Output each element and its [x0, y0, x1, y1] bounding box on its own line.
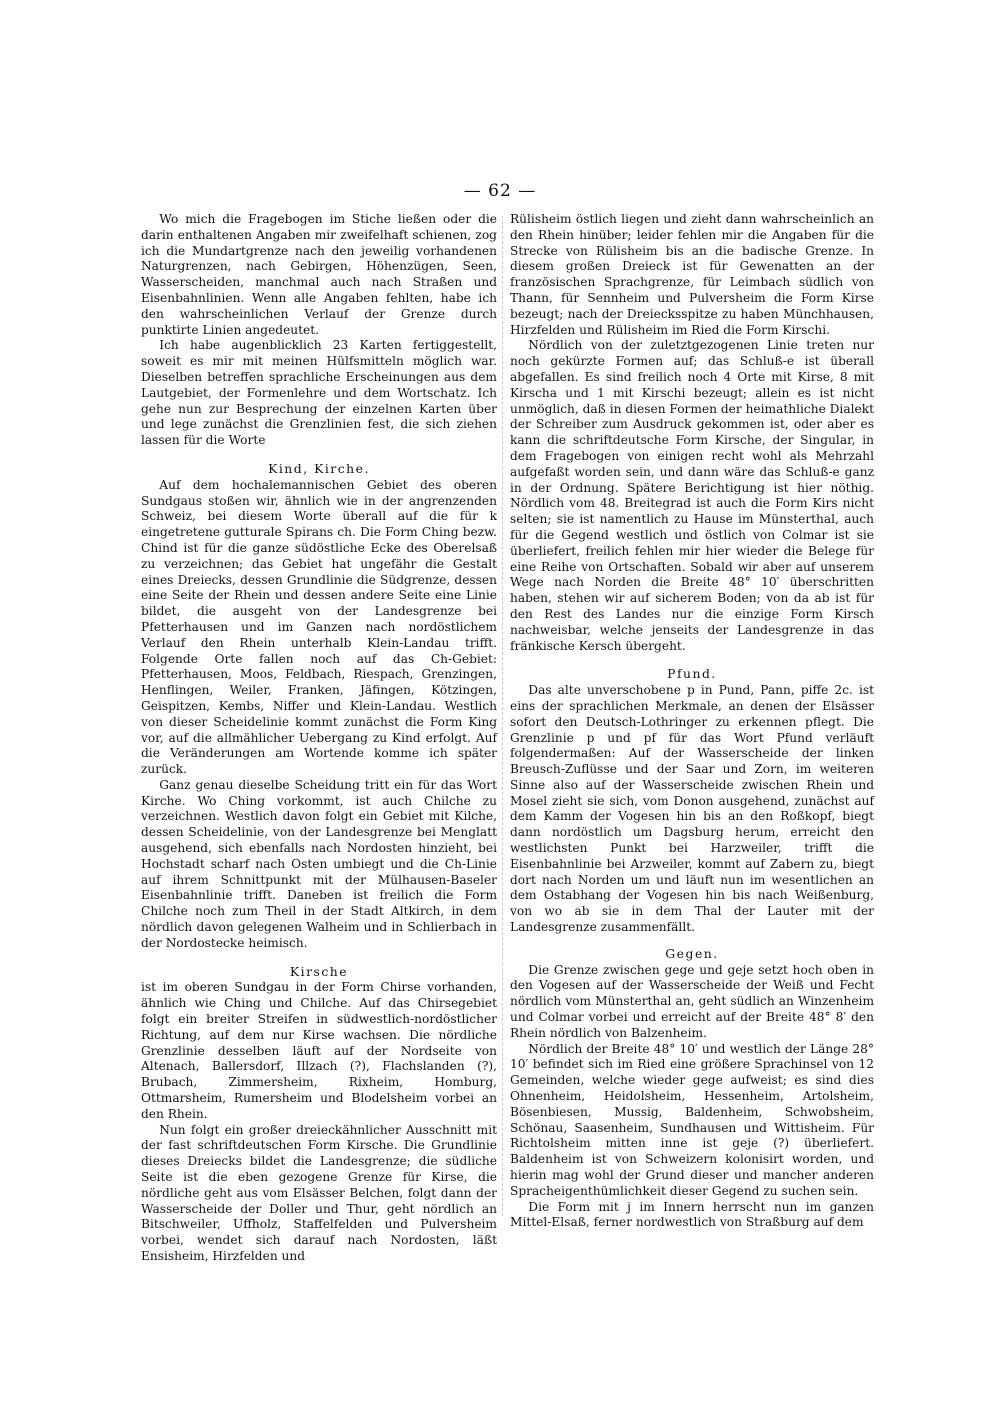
paragraph: Die Form mit j im Innern herrscht nun im ganzen Mittel-Elsaß, ferner nordwestlich von Straßburg auf dem: [510, 1199, 874, 1230]
paragraph: Die Grenze zwischen gege und geje setzt hoch oben in den Vogesen auf der Wasserscheide der Weiß und Fecht nördlich vom Münsterthal an, geht südlich an Winzenheim und Colmar vorbei und erreicht auf der Breite 48° 8′ den Rhein nördlich von Balzenheim.: [510, 962, 874, 1040]
left-column: [141, 212, 497, 1265]
paragraph: Nun folgt ein großer dreieckähnlicher Ausschnitt mit der fast schriftdeutschen Form Kirsche. Die Grundlinie dieses Dreiecks bildet die Landesgrenze; die südliche Seite ist die eben gezogene Grenze für Kirse, die nördliche geht aus vom Elsässer Belchen, folgt dann der Wasserscheide der Doller und Thur, geht nördlich an Bitschweiler, Uffholz, Staffelfelden und Pulversheim vorbei, wendet sich darauf nach Nordosten, läßt Ensisheim, Hirzfelden und: [141, 1122, 497, 1263]
page-number: — 62 —: [463, 181, 537, 201]
paragraph: Nördlich der Breite 48° 10′ und westlich der Länge 28° 10′ befindet sich im Ried eine größere Sprachinsel von 12 Gemeinden, welche wieder gege aufweist; es sind dies Ohnenheim, Heidolsheim, Hessenheim, Artolsheim, Bösenbiesen, Mussig, Baldenheim, Schwobsheim, Schönau, Saasenheim, Sundhausen und Wittisheim. Für Richtolsheim mitten inne ist geje (?) überliefert. Baldenheim ist von Schweizern kolonisirt worden, und hierin mag wohl der Grund dieser und mancher anderen Spracheigenthümlichkeit dieser Gegend zu suchen sein.: [510, 1041, 874, 1198]
paragraph: ist im oberen Sundgau in der Form Chirse vorhanden, ähnlich wie Ching und Chilche. Auf das Chirsegebiet folgt ein breiter Streifen in südwestlich-nordöstlicher Richtung, auf dem nur Kirse wachsen. Die nördliche Grenzlinie desselben läuft auf der Nordseite von Altenach, Ballersdorf, Illzach (?), Flachslanden (?), Brubach, Zimmersheim, Rixheim, Homburg, Ottmarsheim, Rumersheim und Blodelsheim vorbei an den Rhein.: [141, 980, 497, 1121]
paragraph: Das alte unverschobene p in Pund, Pann, piffe 2c. ist eins der sprachlichen Merkmale, an denen der Elsässer sofort den Deutsch-Lothringer zu erkennen pflegt. Die Grenzlinie p und pf für das Wort Pfund verläuft folgendermaßen: Auf der Wasserscheide der linken Breusch-Zuflüsse und der Saar und Zorn, im weiteren Sinne also auf der Wasserscheide zwischen Rhein und Mosel zieht sie sich, vom Donon ausgehend, zunächst auf dem Kamm der Vogesen hin bis an den Roßkopf, biegt dann nordöstlich um Dagsburg herum, erreicht den westlichsten Punkt bei Harzweiler, trifft die Eisenbahnlinie bei Arzweiler, kommt auf Zabern zu, biegt dort nach Norden um und läuft nun im wesentlichen an dem Ostabhang der Vogesen hin bis nach Weißenburg, von wo ab sie in dem Thal der Lauter mit der Landesgrenze zusammenfällt.: [510, 683, 874, 935]
paragraph: Rülisheim östlich liegen und zieht dann wahrscheinlich an den Rhein hinüber; leider fehlen mir die Angaben für die Strecke von Rülisheim bis an die badische Grenze. In diesem großen Dreieck ist für Gewenatten an der französischen Sprachgrenze, für Leimbach südlich von Thann, für Sennheim und Pulversheim die Form Kirse bezeugt; nach der Dreiecksspitze zu haben Münchhausen, Hirzfelden und Rülisheim im Ried die Form Kirschi.: [510, 212, 874, 337]
paragraph: Nördlich von der zuletztgezogenen Linie treten nur noch gekürzte Formen auf; das Schluß-e ist überall abgefallen. Es sind freilich noch 4 Orte mit Kirse, 8 mit Kirscha und 1 mit Kirschi bezeugt; allein es ist nicht unmöglich, daß in diesen Formen der heimathliche Dialekt der Schreiber zum Ausdruck gekommen ist, oder aber es kann die schriftdeutsche Form Kirsche, der Singular, in dem Fragebogen von einigen recht wohl als Mehrzahl aufgefaßt worden sein, und dann wäre das Schluß-e ganz in der Ordnung. Spätere Berichtigung ist hier nöthig. Nördlich vom 48. Breitegrad ist auch die Form Kirs nicht selten; sie ist namentlich zu Hause im Münsterthal, auch für die Gegend westlich und östlich von Colmar ist sie überliefert, freilich fehlen mir hier wieder die Belege für eine Reihe von Ortschaften. Sobald wir aber auf unserem Wege nach Norden die Breite 48° 10′ überschritten haben, stehen wir auf sicherem Boden; von da ab ist für den Rest des Landes nur die einzige Form Kirsch nachweisbar, welche jenseits der Landesgrenze in das fränkische Kersch übergeht.: [510, 338, 874, 653]
section-heading: Gegen.: [665, 945, 719, 961]
section-heading: Kirsche: [289, 963, 349, 979]
column-divider: [502, 216, 504, 1216]
paragraph: Ganz genau dieselbe Scheidung tritt ein für das Wort Kirche. Wo Ching vorkommt, ist auch Chilche zu verzeichnen. Westlich davon folgt ein Gebiet mit Kilche, dessen Scheidelinie, von der Landesgrenze bei Menglatt ausgehend, sich ebenfalls nach Nordosten hinzieht, bei Hochstadt scharf nach Osten umbiegt und die Ch-Linie auf ihrem Schnittpunkt mit der Mülhausen-Baseler Eisenbahnlinie trifft. Daneben ist freilich die Form Chilche noch zum Theil in der Stadt Altkirch, in dem nördlich davon gelegenen Walheim und in Schlierbach in der Nordostecke heimisch.: [141, 777, 497, 950]
section-heading: Kind, Kirche.: [268, 460, 370, 476]
paragraph: Auf dem hochalemannischen Gebiet des oberen Sundgaus stoßen wir, ähnlich wie in der angrenzenden Schweiz, bei diesem Worte überall auf die für k eingetretene gutturale Spirans ch. Die Form Ching bezw. Chind ist für die ganze südöstliche Ecke des Oberelsaß zu verzeichnen; das Gebiet hat ungefähr die Gestalt eines Dreiecks, dessen Grundlinie die Südgrenze, dessen eine Seite der Rhein und dessen andere Seite eine Linie bildet, die ausgeht von der Landesgrenze bei Pfetterhausen und im Ganzen nach nordöstlichem Verlauf den Rhein unterhalb Klein-Landau trifft. Folgende Orte fallen noch auf das Ch-Gebiet: Pfetterhausen, Moos, Feldbach, Riespach, Grenzingen, Henflingen, Weiler, Franken, Jäfingen, Kötzingen, Geispitzen, Kembs, Niffer und Klein-Landau. Westlich von dieser Scheidelinie kommt zunächst die Form King vor, auf die allmählicher Uebergang zu Kind erfolgt. Auf die Veränderungen am Wortende komme ich später zurück.: [141, 477, 497, 777]
right-column: [510, 212, 874, 1231]
section-heading: Pfund.: [667, 666, 717, 682]
paragraph: Ich habe augenblicklich 23 Karten fertiggestellt, soweit es mir mit meinen Hülfsmitteln möglich war. Dieselben betreffen sprachliche Erscheinungen aus dem Lautgebiet, der Formenlehre und dem Wortschatz. Ich gehe nun zur Besprechung der einzelnen Karten über und lege zunächst die Grenzlinien fest, die sich ziehen lassen für die Worte: [141, 338, 497, 448]
paragraph: Wo mich die Fragebogen im Stiche ließen oder die darin enthaltenen Angaben mir zweifelhaft schienen, zog ich die Mundartgrenze nach den jeweilig vorhandenen Naturgrenzen, nach Gebirgen, Höhenzügen, Seen, Wasserscheiden, manchmal auch nach Straßen und Eisenbahnlinien. Wenn alle Angaben fehlten, habe ich den wahrscheinlichen Verlauf der Grenze durch punktirte Linien angedeutet.: [141, 212, 497, 337]
